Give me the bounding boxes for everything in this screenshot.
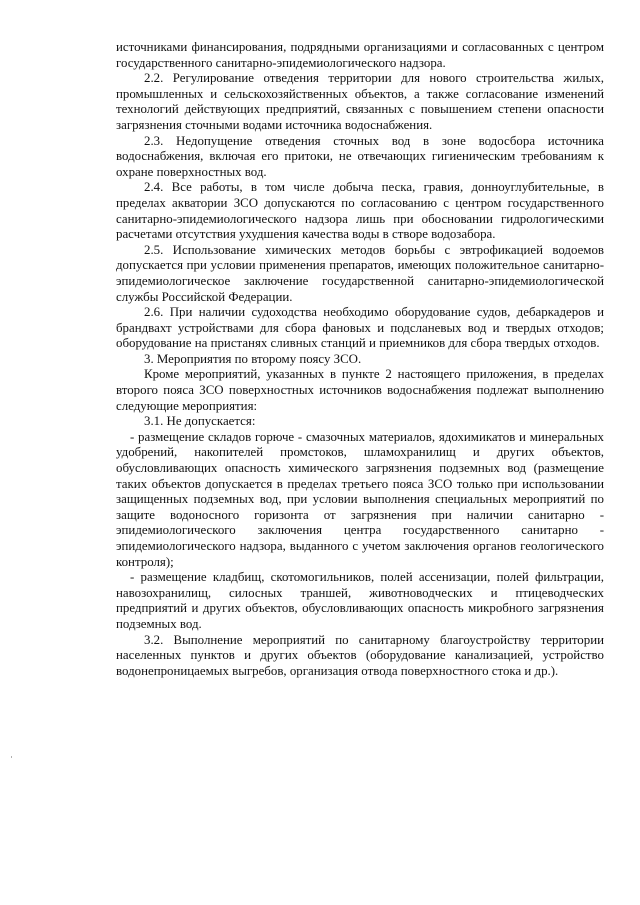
paragraph-2-5: 2.5. Использование химических методов борьбы с эвтрофикацией водоемов допускается при условии применения препаратов, имеющих положительное санитарно-эпидемиологическое заключение государственной санитарно-эпидемиологической службы Российской Федерации. xyxy=(116,242,604,304)
paragraph-2-2: 2.2. Регулирование отведения территории для нового строительства жилых, промышленных и сельскохозяйственных объектов, а также согласование изменений технологий действующих предприятий, связанных с повышением степени опасности загрязнения сточными водами источника водоснабжения. xyxy=(116,71,604,132)
paragraph-2-3: 2.3. Недопущение отведения сточных вод в зоне водосбора источника водоснабжения, включая его притоки, не отвечающих гигиеническим требованиям к охране поверхностных вод. xyxy=(116,133,604,179)
paragraph-2-4: 2.4. Все работы, в том числе добыча песка, гравия, донноуглубительные, в пределах акватории ЗСО допускаются по согласованию с центром государственного санитарно-эпидемиологического надзора лишь при обосновании гидрологическими расчетами отсутствия ухудшения качества воды в створе водозабора. xyxy=(116,180,604,242)
list-item-chemical: - размещение складов горюче - смазочных материалов, ядохимикатов и минеральных удобрений, накопителей промстоков, шламохранилищ и других объектов, обусловливающих опасность химического загрязнения подземных вод (размещение таких объектов допускается в пределах третьего пояса ЗСО только при использовании защищенных подземных вод, при условии выполнения специальных мероприятий по защите водоносного горизонта от загрязнения при наличии санитарно - эпидемиологического заключения центра государственного санитарно - эпидемиологического надзора, выданного с учетом заключения органов геологического контроля); xyxy=(116,429,604,569)
scan-speck xyxy=(11,756,12,758)
document-body xyxy=(116,40,604,679)
section-heading-3: 3. Мероприятия по второму поясу ЗСО. xyxy=(144,351,362,366)
paragraph-2-6: 2.6. При наличии судоходства необходимо оборудование судов, дебаркадеров и брандвахт устройствами для сбора фановых и подсланевых вод и твердых отходов; оборудование на пристанях сливных станций и приемников для сбора твердых отходов. xyxy=(116,305,604,351)
paragraph-continuation: источниками финансирования, подрядными организациями и согласованных с центром государственного санитарно-эпидемиологического надзора. xyxy=(116,40,604,70)
paragraph-3-2: 3.2. Выполнение мероприятий по санитарному благоустройству территории населенных пунктов и других объектов (оборудование канализацией, устройство водонепроницаемых выгребов, организация отвода поверхностного стока и др.). xyxy=(116,632,604,678)
paragraph-3-1: 3.1. Не допускается: xyxy=(144,414,256,429)
paragraph-intro-3: Кроме мероприятий, указанных в пункте 2 настоящего приложения, в пределах второго пояса ЗСО поверхностных источников водоснабжения подлежат выполнению следующие мероприятия: xyxy=(116,367,604,413)
list-item-microbial: - размещение кладбищ, скотомогильников, полей ассенизации, полей фильтрации, навозохранилищ, силосных траншей, животноводческих и птицеводческих предприятий и других объектов, обусловливающих опасность микробного загрязнения подземных вод. xyxy=(116,570,604,631)
